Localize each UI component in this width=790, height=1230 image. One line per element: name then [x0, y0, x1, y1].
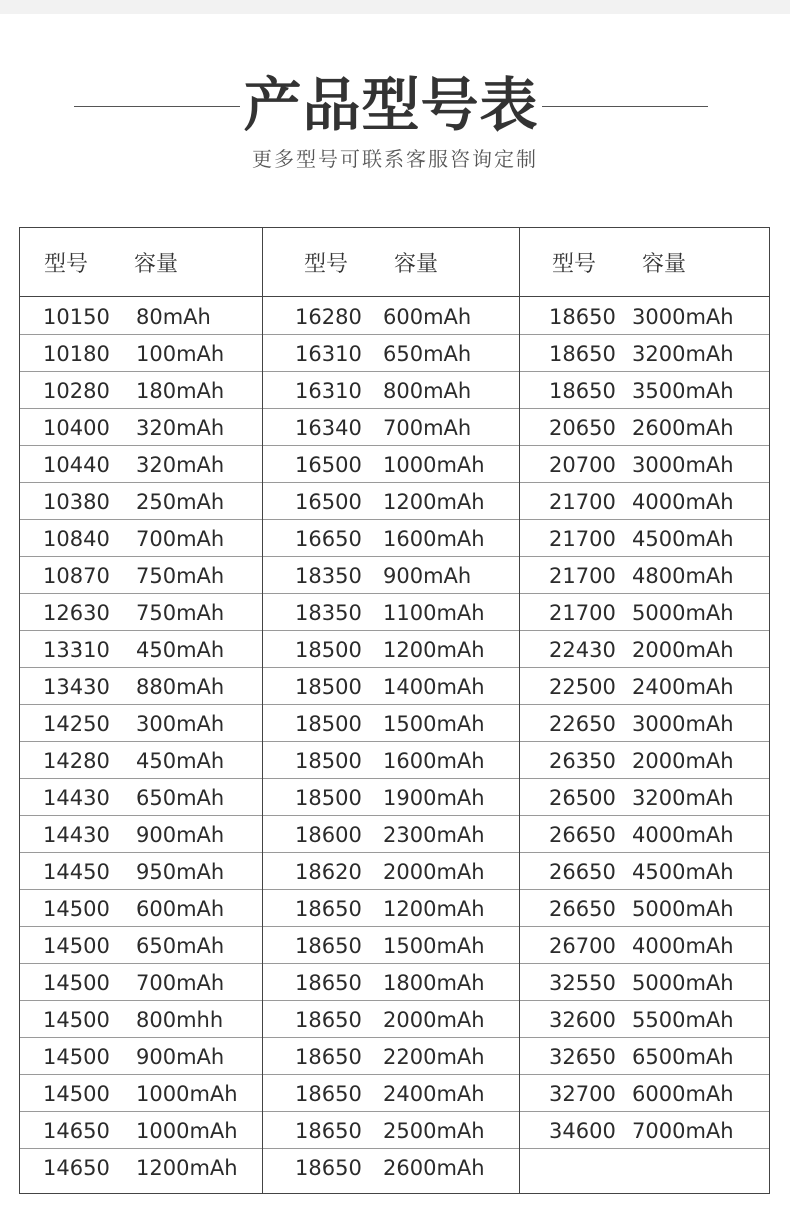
capacity-cell: 4000mAh	[632, 490, 734, 514]
capacity-cell: 650mAh	[383, 342, 472, 366]
model-cell: 10400	[43, 416, 110, 440]
table-row	[20, 1075, 262, 1112]
capacity-cell: 1100mAh	[383, 601, 485, 625]
model-cell: 14430	[43, 823, 110, 847]
table-row	[520, 1112, 769, 1149]
capacity-cell: 1000mAh	[136, 1082, 238, 1106]
model-cell: 16310	[295, 342, 362, 366]
table-row	[263, 1001, 519, 1038]
model-cell: 10150	[43, 305, 110, 329]
model-cell: 26350	[549, 749, 616, 773]
model-cell: 18650	[549, 342, 616, 366]
capacity-cell: 4000mAh	[632, 823, 734, 847]
capacity-cell: 100mAh	[136, 342, 225, 366]
capacity-cell: 1000mAh	[383, 453, 485, 477]
table-row	[263, 446, 519, 483]
capacity-cell: 3200mAh	[632, 786, 734, 810]
table-row	[520, 1149, 769, 1186]
table-row	[263, 298, 519, 335]
table-row	[20, 964, 262, 1001]
table-row	[263, 927, 519, 964]
capacity-cell: 1500mAh	[383, 712, 485, 736]
capacity-cell: 2000mAh	[632, 749, 734, 773]
model-cell: 10440	[43, 453, 110, 477]
table-row	[520, 594, 769, 631]
model-cell: 18650	[295, 971, 362, 995]
capacity-cell: 750mAh	[136, 564, 225, 588]
table-row	[20, 1001, 262, 1038]
table-row	[263, 668, 519, 705]
table-row	[520, 890, 769, 927]
table-row	[263, 372, 519, 409]
table-row	[263, 557, 519, 594]
capacity-cell: 4000mAh	[632, 934, 734, 958]
model-cell: 21700	[549, 490, 616, 514]
table-row	[20, 483, 262, 520]
capacity-cell: 1600mAh	[383, 527, 485, 551]
capacity-cell: 2300mAh	[383, 823, 485, 847]
capacity-cell: 1900mAh	[383, 786, 485, 810]
table-row	[20, 1112, 262, 1149]
table-row	[263, 1075, 519, 1112]
table-row	[520, 335, 769, 372]
capacity-cell: 1500mAh	[383, 934, 485, 958]
model-cell: 18500	[295, 638, 362, 662]
model-cell: 32600	[549, 1008, 616, 1032]
capacity-cell: 1200mAh	[383, 897, 485, 921]
model-cell: 18650	[549, 305, 616, 329]
title-divider-right	[542, 106, 708, 107]
capacity-cell: 1600mAh	[383, 749, 485, 773]
model-cell: 18500	[295, 749, 362, 773]
table-row	[263, 779, 519, 816]
model-cell: 18650	[295, 1119, 362, 1143]
capacity-cell: 2600mAh	[632, 416, 734, 440]
capacity-cell: 3000mAh	[632, 453, 734, 477]
table-row	[520, 853, 769, 890]
table-row	[20, 446, 262, 483]
capacity-cell: 600mAh	[383, 305, 472, 329]
capacity-cell: 450mAh	[136, 749, 225, 773]
model-cell: 13310	[43, 638, 110, 662]
model-cell: 18650	[295, 934, 362, 958]
table-body	[263, 298, 519, 1186]
model-cell: 18650	[295, 1082, 362, 1106]
header-capacity-label: 容量	[642, 252, 687, 277]
capacity-cell: 600mAh	[136, 897, 225, 921]
model-cell: 10380	[43, 490, 110, 514]
table-header	[520, 228, 769, 297]
model-cell: 16500	[295, 453, 362, 477]
model-cell: 18620	[295, 860, 362, 884]
table-row	[20, 520, 262, 557]
table-row	[20, 1149, 262, 1186]
capacity-cell: 1000mAh	[136, 1119, 238, 1143]
table-row	[20, 742, 262, 779]
model-cell: 18500	[295, 675, 362, 699]
table-row	[520, 705, 769, 742]
table-row	[520, 927, 769, 964]
table-row	[263, 335, 519, 372]
table-column-2	[262, 228, 519, 1193]
model-cell: 14430	[43, 786, 110, 810]
model-cell: 14500	[43, 1008, 110, 1032]
capacity-cell: 3000mAh	[632, 305, 734, 329]
model-cell: 34600	[549, 1119, 616, 1143]
model-cell: 21700	[549, 601, 616, 625]
model-cell: 18600	[295, 823, 362, 847]
model-cell: 14500	[43, 1082, 110, 1106]
header-capacity-label: 容量	[134, 252, 179, 277]
model-cell: 22500	[549, 675, 616, 699]
table-row	[263, 964, 519, 1001]
capacity-cell: 1200mAh	[383, 638, 485, 662]
table-row	[20, 779, 262, 816]
model-cell: 16500	[295, 490, 362, 514]
table-row	[520, 446, 769, 483]
table-row	[263, 483, 519, 520]
capacity-cell: 300mAh	[136, 712, 225, 736]
table-row	[520, 779, 769, 816]
table-row	[263, 1149, 519, 1186]
capacity-cell: 1200mAh	[136, 1156, 238, 1180]
capacity-cell: 2000mAh	[632, 638, 734, 662]
capacity-cell: 2000mAh	[383, 860, 485, 884]
capacity-cell: 800mAh	[383, 379, 472, 403]
capacity-cell: 950mAh	[136, 860, 225, 884]
capacity-cell: 180mAh	[136, 379, 225, 403]
capacity-cell: 5000mAh	[632, 971, 734, 995]
capacity-cell: 2200mAh	[383, 1045, 485, 1069]
capacity-cell: 2400mAh	[383, 1082, 485, 1106]
capacity-cell: 6500mAh	[632, 1045, 734, 1069]
model-cell: 18350	[295, 601, 362, 625]
capacity-cell: 7000mAh	[632, 1119, 734, 1143]
model-cell: 16280	[295, 305, 362, 329]
capacity-cell: 900mAh	[136, 823, 225, 847]
capacity-cell: 4500mAh	[632, 860, 734, 884]
capacity-cell: 5500mAh	[632, 1008, 734, 1032]
model-cell: 18350	[295, 564, 362, 588]
capacity-cell: 880mAh	[136, 675, 225, 699]
table-header	[20, 228, 262, 297]
model-cell: 14650	[43, 1119, 110, 1143]
table-row	[20, 335, 262, 372]
table-row	[20, 927, 262, 964]
capacity-cell: 80mAh	[136, 305, 211, 329]
table-row	[520, 483, 769, 520]
capacity-cell: 900mAh	[383, 564, 472, 588]
table-row	[263, 853, 519, 890]
page-subtitle: 更多型号可联系客服咨询定制	[252, 147, 538, 171]
model-cell: 10280	[43, 379, 110, 403]
model-cell: 10840	[43, 527, 110, 551]
capacity-cell: 250mAh	[136, 490, 225, 514]
title-row	[0, 68, 790, 142]
model-cell: 14500	[43, 971, 110, 995]
table-row	[20, 668, 262, 705]
capacity-cell: 2500mAh	[383, 1119, 485, 1143]
table-row	[20, 705, 262, 742]
model-cell: 14450	[43, 860, 110, 884]
capacity-cell: 750mAh	[136, 601, 225, 625]
table-row	[263, 594, 519, 631]
model-cell: 14280	[43, 749, 110, 773]
table-row	[20, 853, 262, 890]
table-row	[520, 520, 769, 557]
model-cell: 26500	[549, 786, 616, 810]
capacity-cell: 650mAh	[136, 934, 225, 958]
header-model-label: 型号	[304, 252, 349, 277]
table-column-3	[519, 228, 769, 1193]
table-row	[520, 1038, 769, 1075]
capacity-cell: 4800mAh	[632, 564, 734, 588]
table-row	[20, 890, 262, 927]
capacity-cell: 4500mAh	[632, 527, 734, 551]
table-column-1	[20, 228, 262, 1193]
table-row	[520, 298, 769, 335]
capacity-cell: 3500mAh	[632, 379, 734, 403]
capacity-cell: 1800mAh	[383, 971, 485, 995]
model-cell: 12630	[43, 601, 110, 625]
model-cell: 26650	[549, 860, 616, 884]
table-row	[263, 1038, 519, 1075]
table-row	[263, 816, 519, 853]
table-row	[520, 1075, 769, 1112]
model-cell: 14500	[43, 934, 110, 958]
table-body	[520, 298, 769, 1186]
model-cell: 32700	[549, 1082, 616, 1106]
model-cell: 18650	[295, 897, 362, 921]
model-cell: 26650	[549, 823, 616, 847]
model-cell: 16340	[295, 416, 362, 440]
table-row	[520, 372, 769, 409]
model-cell: 22650	[549, 712, 616, 736]
model-cell: 21700	[549, 564, 616, 588]
model-cell: 18500	[295, 712, 362, 736]
header-model-label: 型号	[552, 252, 597, 277]
table-header	[263, 228, 519, 297]
table-row	[520, 557, 769, 594]
table-row	[20, 557, 262, 594]
capacity-cell: 900mAh	[136, 1045, 225, 1069]
table-row	[520, 409, 769, 446]
table-row	[20, 631, 262, 668]
table-row	[20, 594, 262, 631]
model-cell: 18650	[295, 1008, 362, 1032]
header-model-label: 型号	[44, 252, 89, 277]
capacity-cell: 1400mAh	[383, 675, 485, 699]
page-title: 产品型号表	[243, 71, 539, 139]
model-table	[19, 227, 770, 1194]
capacity-cell: 5000mAh	[632, 897, 734, 921]
model-cell: 14250	[43, 712, 110, 736]
capacity-cell: 450mAh	[136, 638, 225, 662]
table-row	[263, 631, 519, 668]
capacity-cell: 3000mAh	[632, 712, 734, 736]
top-strip	[0, 0, 790, 14]
model-cell: 10870	[43, 564, 110, 588]
capacity-cell: 1200mAh	[383, 490, 485, 514]
model-cell: 18650	[295, 1156, 362, 1180]
table-row	[520, 668, 769, 705]
table-row	[520, 1001, 769, 1038]
model-cell: 16650	[295, 527, 362, 551]
table-row	[263, 890, 519, 927]
title-divider-left	[74, 106, 240, 107]
table-row	[20, 816, 262, 853]
model-cell: 20700	[549, 453, 616, 477]
capacity-cell: 700mAh	[136, 971, 225, 995]
capacity-cell: 700mAh	[136, 527, 225, 551]
capacity-cell: 2600mAh	[383, 1156, 485, 1180]
table-row	[263, 742, 519, 779]
table-row	[263, 1112, 519, 1149]
table-row	[20, 1038, 262, 1075]
table-row	[520, 816, 769, 853]
model-cell: 21700	[549, 527, 616, 551]
table-row	[20, 372, 262, 409]
model-cell: 18650	[295, 1045, 362, 1069]
capacity-cell: 3200mAh	[632, 342, 734, 366]
model-cell: 18650	[549, 379, 616, 403]
model-cell: 26650	[549, 897, 616, 921]
capacity-cell: 5000mAh	[632, 601, 734, 625]
model-cell: 20650	[549, 416, 616, 440]
table-row	[20, 298, 262, 335]
table-row	[520, 742, 769, 779]
model-cell: 14500	[43, 897, 110, 921]
model-cell: 16310	[295, 379, 362, 403]
table-row	[263, 409, 519, 446]
model-cell: 26700	[549, 934, 616, 958]
header-capacity-label: 容量	[394, 252, 439, 277]
table-body	[20, 298, 262, 1186]
table-row	[263, 705, 519, 742]
capacity-cell: 700mAh	[383, 416, 472, 440]
model-cell: 32550	[549, 971, 616, 995]
model-cell: 22430	[549, 638, 616, 662]
table-row	[263, 520, 519, 557]
capacity-cell: 320mAh	[136, 416, 225, 440]
capacity-cell: 2000mAh	[383, 1008, 485, 1032]
model-cell: 10180	[43, 342, 110, 366]
table-row	[20, 409, 262, 446]
model-cell: 13430	[43, 675, 110, 699]
capacity-cell: 6000mAh	[632, 1082, 734, 1106]
model-cell: 14500	[43, 1045, 110, 1069]
model-cell: 14650	[43, 1156, 110, 1180]
table-row	[520, 631, 769, 668]
capacity-cell: 650mAh	[136, 786, 225, 810]
table-row	[520, 964, 769, 1001]
model-cell: 18500	[295, 786, 362, 810]
capacity-cell: 320mAh	[136, 453, 225, 477]
capacity-cell: 2400mAh	[632, 675, 734, 699]
model-cell: 32650	[549, 1045, 616, 1069]
capacity-cell: 800mhh	[136, 1008, 224, 1032]
